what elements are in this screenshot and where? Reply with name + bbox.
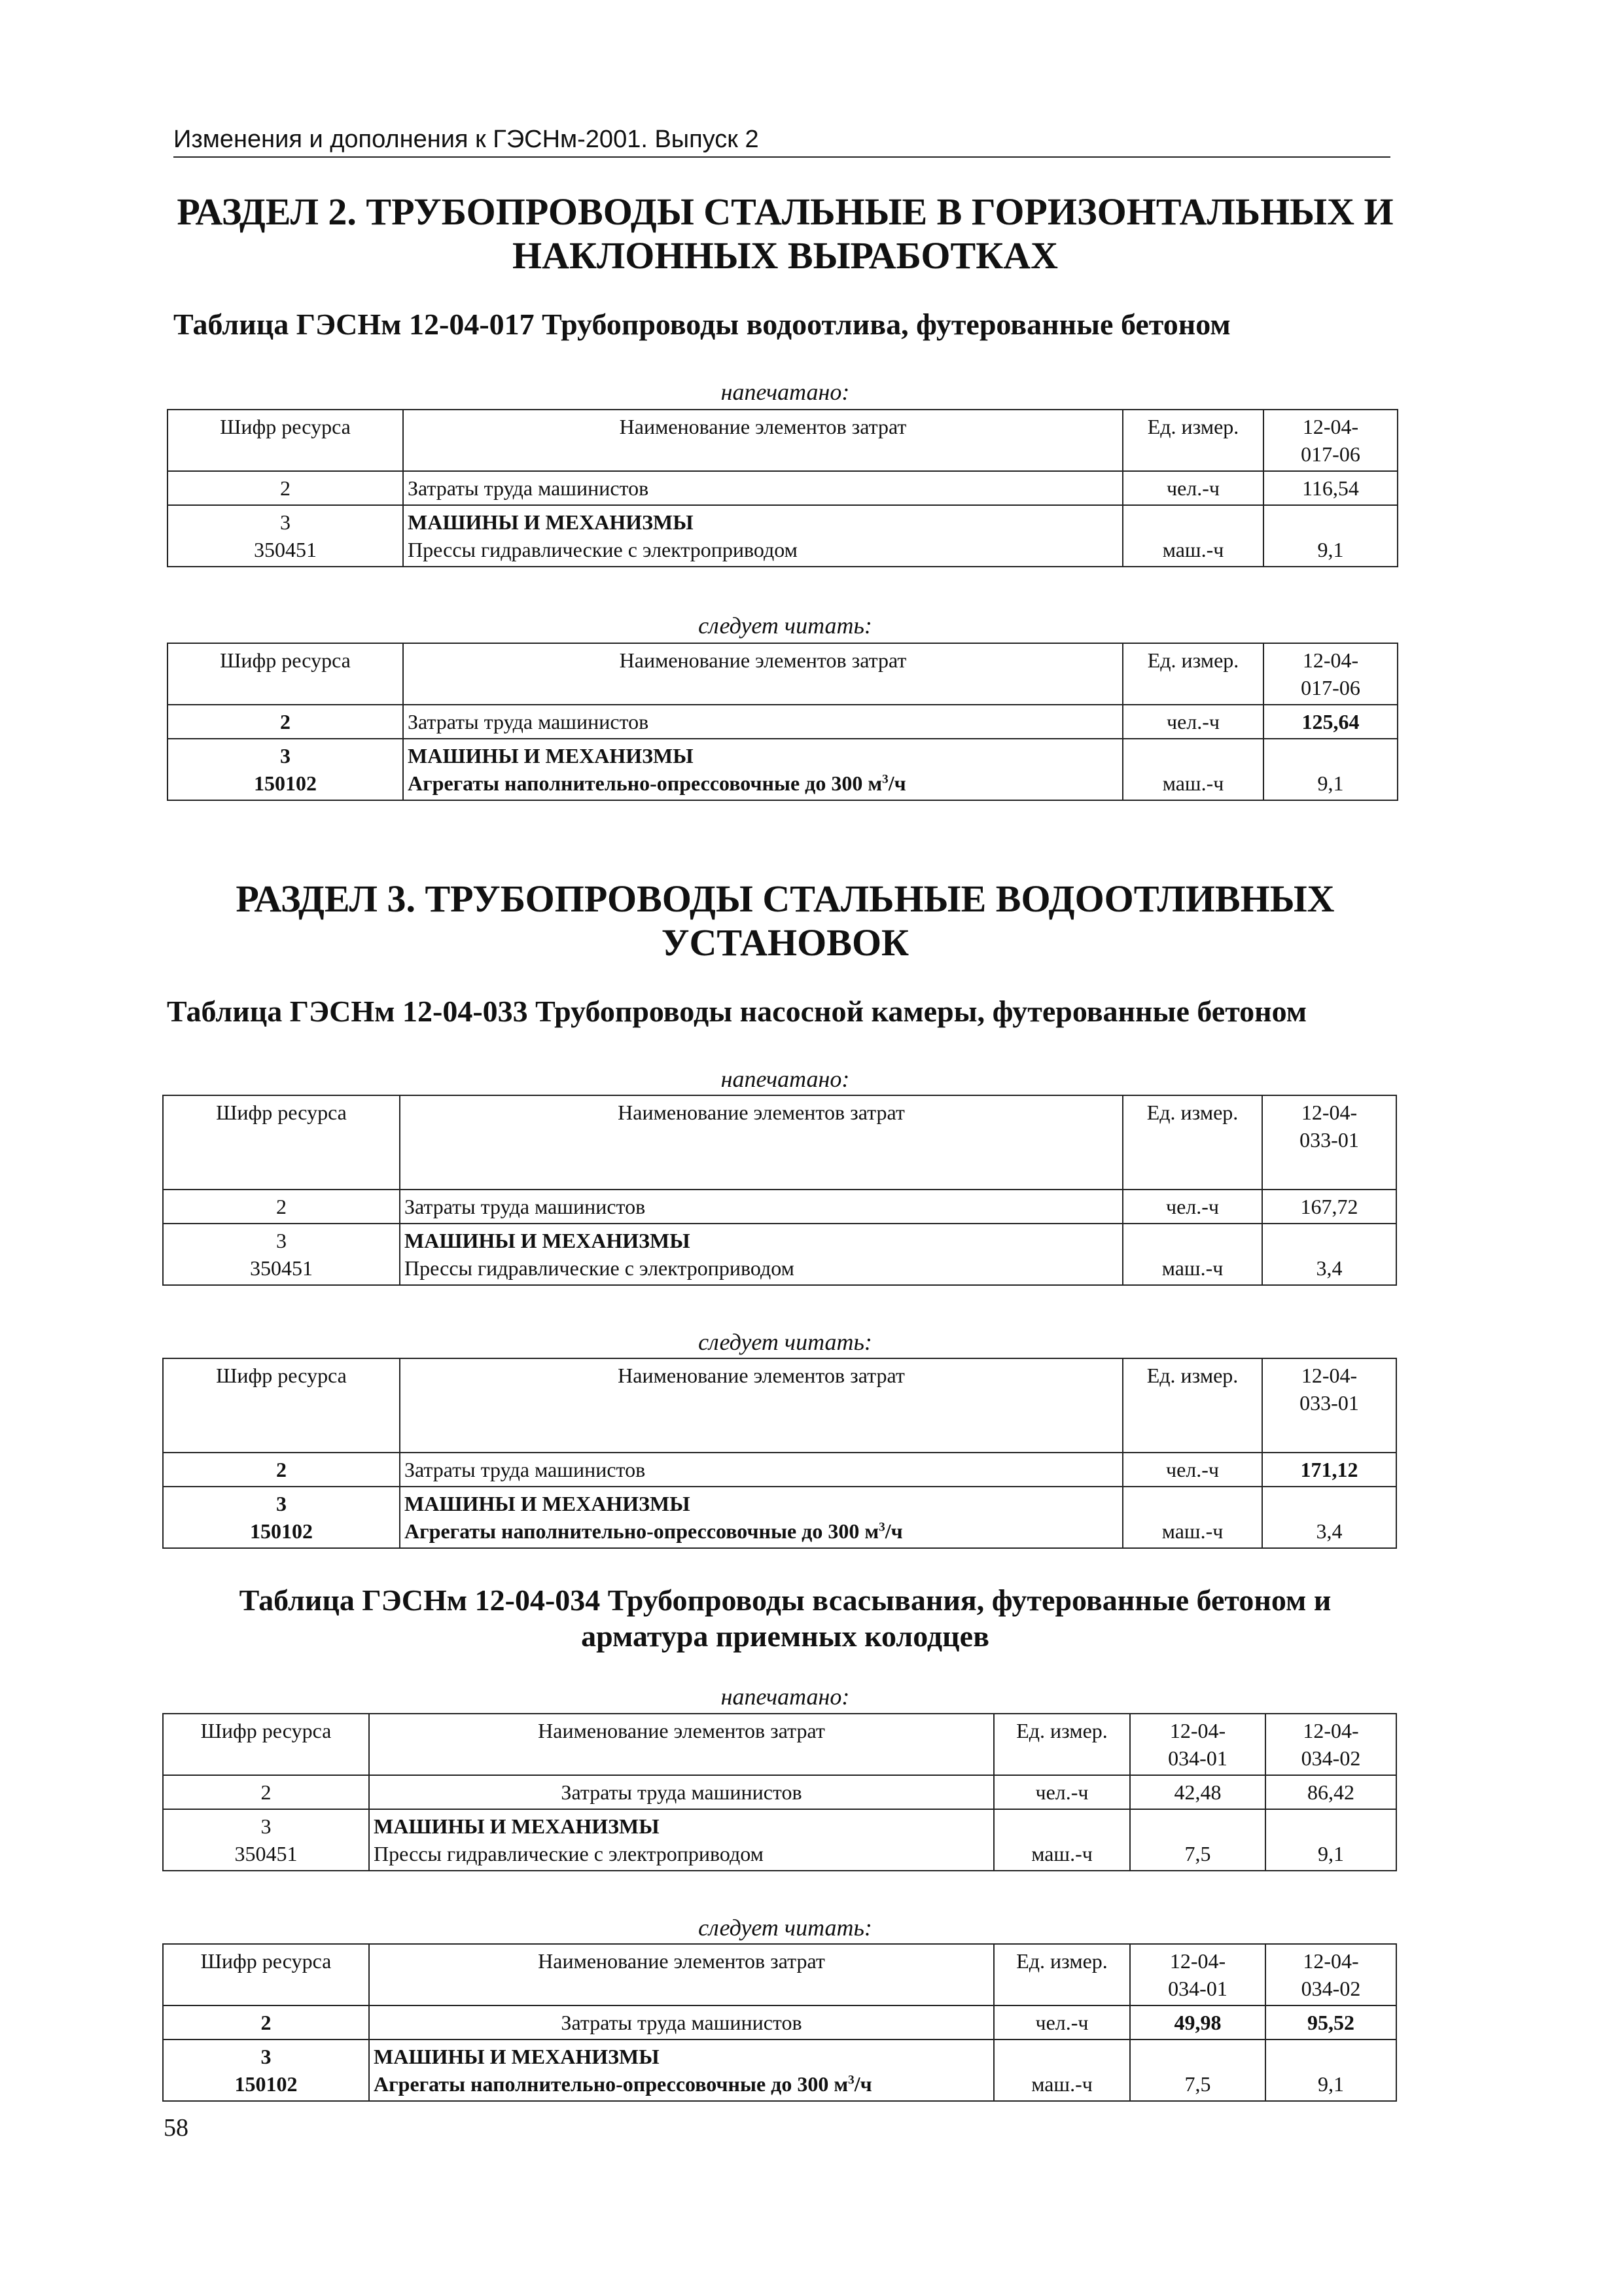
resource-code: 2: [163, 2005, 369, 2040]
table-034-title: [131, 1582, 1439, 1654]
norm-value: 3,4: [1262, 1224, 1396, 1285]
col-code-header: Шифр ресурса: [163, 1358, 400, 1453]
unit: маш.-ч: [1123, 739, 1263, 800]
resource-code: 3 350451: [163, 1809, 369, 1871]
cost-element-name: МАШИНЫ И МЕХАНИЗМЫ Прессы гидравлические с электроприводом: [403, 505, 1123, 567]
col-unit-header: Ед. измер.: [994, 1944, 1130, 2005]
table-034-title-line-2: арматура приемных колодцев: [581, 1619, 989, 1653]
norm-value: 125,64: [1263, 705, 1398, 739]
norm-value: 116,54: [1263, 471, 1398, 505]
col-name-header: Наименование элементов затрат: [369, 1714, 994, 1775]
resource-code: 3 150102: [163, 1487, 400, 1548]
resource-code: 2: [168, 471, 403, 505]
col-code-header: Шифр ресурса: [168, 410, 403, 471]
table-row: [163, 1190, 1396, 1224]
resource-code: 2: [163, 1453, 400, 1487]
table-row: [163, 1453, 1396, 1487]
col-unit-header: Ед. измер.: [1123, 643, 1263, 705]
table-row: [163, 1487, 1396, 1548]
unit: маш.-ч: [1123, 1224, 1262, 1285]
table-033-corrected: [162, 1358, 1397, 1549]
resource-code: 2: [163, 1775, 369, 1809]
col-unit-header: Ед. измер.: [1123, 1095, 1262, 1190]
table-row: [163, 1224, 1396, 1285]
table-row: [168, 705, 1398, 739]
norm-value-b: 9,1: [1265, 2040, 1396, 2101]
col-name-header: Наименование элементов затрат: [403, 643, 1123, 705]
norm-value-a: 7,5: [1130, 1809, 1265, 1871]
cost-element-name: Затраты труда машинистов: [403, 705, 1123, 739]
section-2-title-line-2: НАКЛОННЫХ ВЫРАБОТКАХ: [512, 234, 1059, 277]
norm-value: 167,72: [1262, 1190, 1396, 1224]
cost-element-name: МАШИНЫ И МЕХАНИЗМЫ Прессы гидравлические с электроприводом: [400, 1224, 1123, 1285]
col-name-header: Наименование элементов затрат: [400, 1095, 1123, 1190]
resource-code: 3 350451: [168, 505, 403, 567]
cost-element-name: МАШИНЫ И МЕХАНИЗМЫ Агрегаты наполнительно-опрессовочные до 300 $м^3/ч$: [369, 2040, 994, 2101]
table-034-printed: [162, 1713, 1397, 1871]
table-034-corrected: [162, 1943, 1397, 2102]
unit: чел.-ч: [1123, 705, 1263, 739]
col-norm-b-header: 12-04- 034-02: [1265, 1944, 1396, 2005]
table-row: [163, 1809, 1396, 1871]
table-header-row: [168, 643, 1398, 705]
col-norm-header: 12-04- 033-01: [1262, 1358, 1396, 1453]
col-norm-b-header: 12-04- 034-02: [1265, 1714, 1396, 1775]
running-header: Изменения и дополнения к ГЭСНм-2001. Выпуск 2: [173, 126, 1390, 158]
unit: маш.-ч: [994, 2040, 1130, 2101]
unit: чел.-ч: [1123, 1453, 1262, 1487]
cost-element-name: Затраты труда машинистов: [400, 1190, 1123, 1224]
norm-value-b: 86,42: [1265, 1775, 1396, 1809]
unit: чел.-ч: [1123, 471, 1263, 505]
table-row: [163, 2005, 1396, 2040]
norm-value: 9,1: [1263, 739, 1398, 800]
col-norm-a-header: 12-04- 034-01: [1130, 1944, 1265, 2005]
col-unit-header: Ед. измер.: [1123, 1358, 1262, 1453]
table-header-row: [163, 1714, 1396, 1775]
page-number: 58: [164, 2114, 188, 2142]
unit: чел.-ч: [994, 1775, 1130, 1809]
cost-element-name: Затраты труда машинистов: [403, 471, 1123, 505]
section-2-title: [131, 190, 1439, 278]
col-norm-header: 12-04- 017-06: [1263, 410, 1398, 471]
resource-code: 3 150102: [163, 2040, 369, 2101]
table-034-corrected-caption: следует читать:: [698, 1915, 872, 1941]
col-norm-a-header: 12-04- 034-01: [1130, 1714, 1265, 1775]
section-3-title-line-2: УСТАНОВОК: [661, 921, 909, 964]
section-3-title-line-1: РАЗДЕЛ 3. ТРУБОПРОВОДЫ СТАЛЬНЫЕ ВОДООТЛИВНЫХ: [236, 877, 1335, 920]
table-034-title-line-1: Таблица ГЭСНм 12-04-034 Трубопроводы всасывания, футерованные бетоном и: [239, 1583, 1332, 1617]
unit: маш.-ч: [1123, 1487, 1262, 1548]
norm-value-a: 42,48: [1130, 1775, 1265, 1809]
table-017-corrected: [167, 643, 1398, 801]
col-name-header: Наименование элементов затрат: [403, 410, 1123, 471]
unit: чел.-ч: [1123, 1190, 1262, 1224]
table-034-printed-caption: напечатано:: [720, 1684, 850, 1710]
table-row: [163, 2040, 1396, 2101]
col-name-header: Наименование элементов затрат: [400, 1358, 1123, 1453]
col-code-header: Шифр ресурса: [168, 643, 403, 705]
col-norm-header: 12-04- 017-06: [1263, 643, 1398, 705]
norm-value-a: 7,5: [1130, 2040, 1265, 2101]
unit: маш.-ч: [994, 1809, 1130, 1871]
resource-code: 3 350451: [163, 1224, 400, 1285]
cost-element-name: Затраты труда машинистов: [369, 2005, 994, 2040]
table-033-title: Таблица ГЭСНм 12-04-033 Трубопроводы насосной камеры, футерованные бетоном: [167, 995, 1307, 1028]
unit: чел.-ч: [994, 2005, 1130, 2040]
table-header-row: [168, 410, 1398, 471]
table-row: [168, 471, 1398, 505]
table-017-title: Таблица ГЭСНм 12-04-017 Трубопроводы водоотлива, футерованные бетоном: [173, 308, 1231, 341]
cost-element-name: МАШИНЫ И МЕХАНИЗМЫ Прессы гидравлические с электроприводом: [369, 1809, 994, 1871]
norm-value-a: 49,98: [1130, 2005, 1265, 2040]
norm-value-b: 9,1: [1265, 1809, 1396, 1871]
norm-value: 9,1: [1263, 505, 1398, 567]
resource-code: 3 150102: [168, 739, 403, 800]
col-code-header: Шифр ресурса: [163, 1944, 369, 2005]
col-unit-header: Ед. измер.: [1123, 410, 1263, 471]
table-033-printed-caption: напечатано:: [720, 1066, 850, 1092]
col-code-header: Шифр ресурса: [163, 1095, 400, 1190]
cost-element-name: МАШИНЫ И МЕХАНИЗМЫ Агрегаты наполнительно-опрессовочные до 300 $м^3/ч$: [400, 1487, 1123, 1548]
section-3-title: [131, 877, 1439, 965]
table-033-corrected-caption: следует читать:: [698, 1329, 872, 1355]
norm-value-b: 95,52: [1265, 2005, 1396, 2040]
table-row: [168, 739, 1398, 800]
table-row: [163, 1775, 1396, 1809]
table-header-row: [163, 1944, 1396, 2005]
resource-code: 2: [168, 705, 403, 739]
col-code-header: Шифр ресурса: [163, 1714, 369, 1775]
col-unit-header: Ед. измер.: [994, 1714, 1130, 1775]
col-name-header: Наименование элементов затрат: [369, 1944, 994, 2005]
resource-code: 2: [163, 1190, 400, 1224]
norm-value: 171,12: [1262, 1453, 1396, 1487]
table-row: [168, 505, 1398, 567]
section-2-title-line-1: РАЗДЕЛ 2. ТРУБОПРОВОДЫ СТАЛЬНЫЕ В ГОРИЗОНТАЛЬНЫХ И: [177, 190, 1394, 233]
norm-value: 3,4: [1262, 1487, 1396, 1548]
table-017-printed: [167, 409, 1398, 567]
table-header-row: [163, 1358, 1396, 1453]
table-017-corrected-caption: следует читать:: [698, 612, 872, 639]
unit: маш.-ч: [1123, 505, 1263, 567]
cost-element-name: МАШИНЫ И МЕХАНИЗМЫ Агрегаты наполнительно-опрессовочные до 300 $м^3/ч$: [403, 739, 1123, 800]
cost-element-name: Затраты труда машинистов: [369, 1775, 994, 1809]
table-033-printed: [162, 1095, 1397, 1286]
col-norm-header: 12-04- 033-01: [1262, 1095, 1396, 1190]
cost-element-name: Затраты труда машинистов: [400, 1453, 1123, 1487]
table-header-row: [163, 1095, 1396, 1190]
table-017-printed-caption: напечатано:: [720, 379, 850, 405]
